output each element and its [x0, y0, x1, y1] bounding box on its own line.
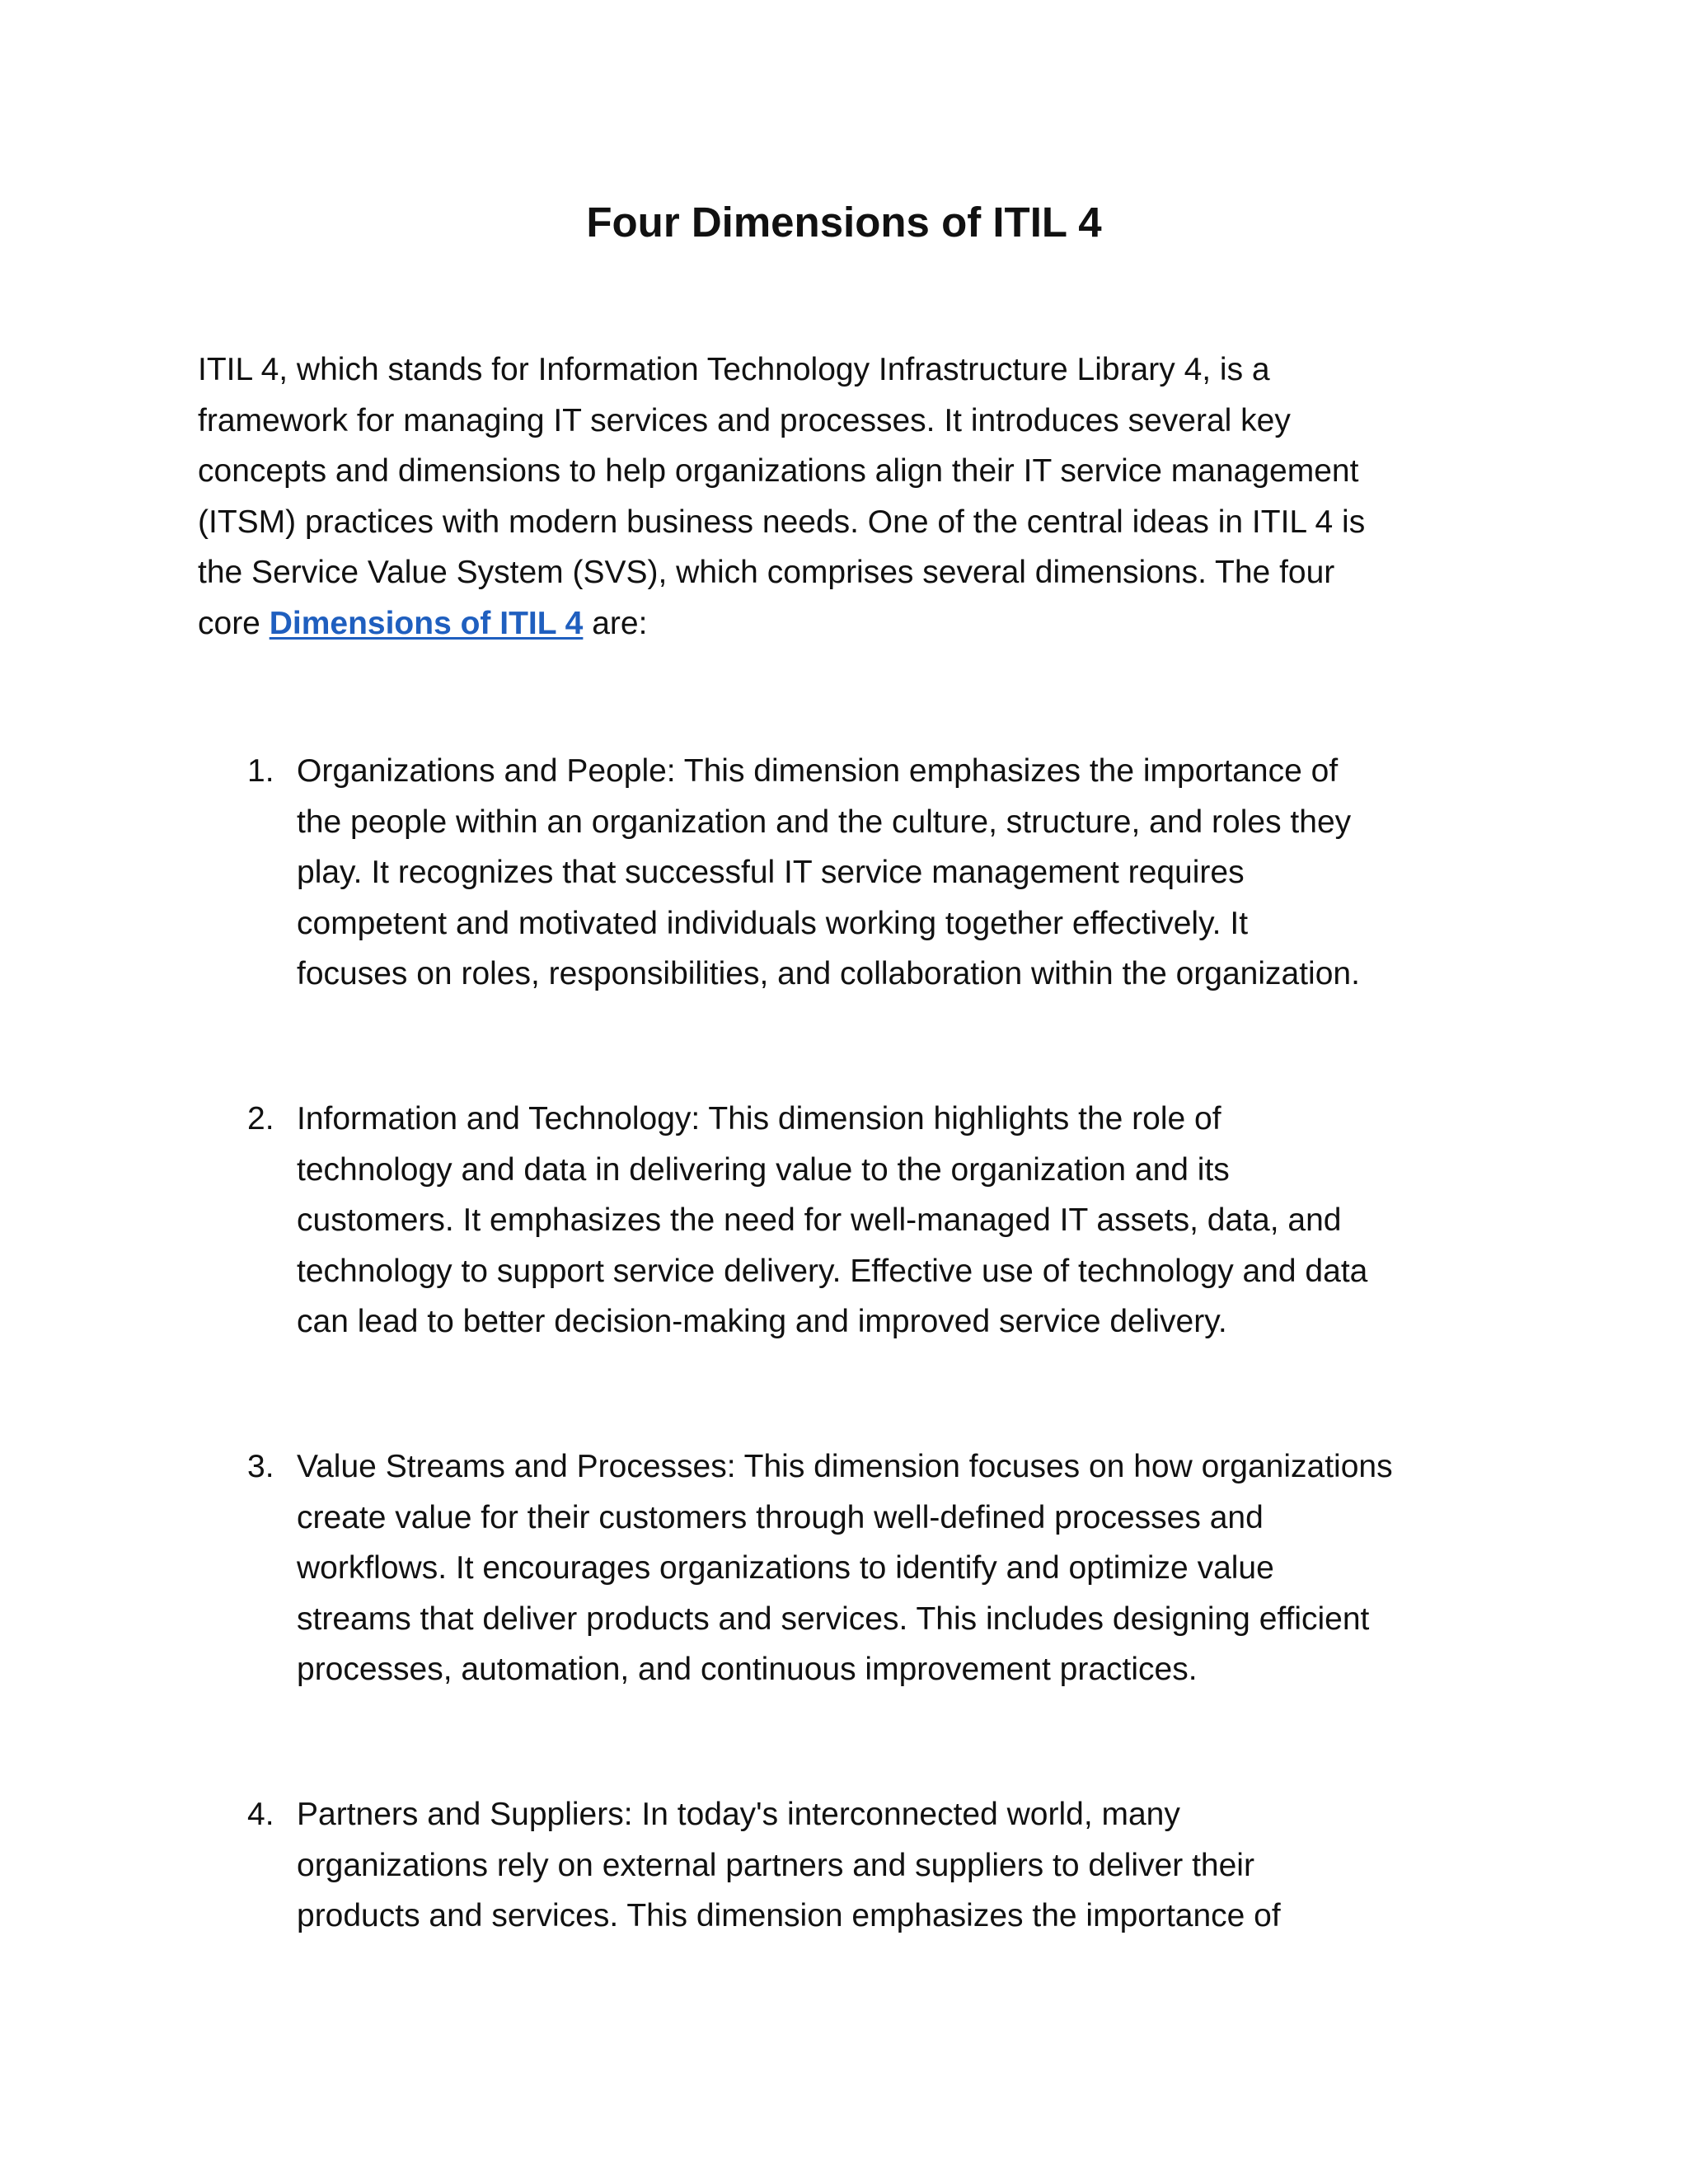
intro-paragraph — [198, 344, 1500, 649]
list-item-line: create value for their customers through well-defined processes and — [297, 1499, 1264, 1535]
intro-line: framework for managing IT services and processes. It introduces several key — [198, 402, 1291, 438]
intro-line: concepts and dimensions to help organizations align their IT service management — [198, 453, 1359, 489]
intro-line-last — [198, 598, 1500, 649]
list-item-line: organizations rely on external partners and suppliers to deliver their — [297, 1847, 1254, 1883]
list-item-line: products and services. This dimension emphasizes the importance of — [297, 1898, 1281, 1933]
intro-line: the Service Value System (SVS), which comprises several dimensions. The four — [198, 555, 1335, 590]
intro-line: (ITSM) practices with modern business needs. One of the central ideas in ITIL 4 is — [198, 504, 1366, 540]
intro-text-before-link: core — [198, 605, 270, 641]
list-item-line: competent and motivated individuals working together effectively. It — [297, 905, 1249, 941]
list-item-number: 2. — [247, 1101, 274, 1137]
list-item-line: technology to support service delivery. Effective use of technology and data — [297, 1253, 1368, 1289]
list-item-line: Value Streams and Processes: This dimension focuses on how organizations — [297, 1449, 1393, 1484]
list-item-text — [297, 1789, 1517, 1942]
intro-line: ITIL 4, which stands for Information Technology Infrastructure Library 4, is a — [198, 352, 1270, 387]
list-item-number: 4. — [247, 1797, 274, 1832]
list-item-line: Organizations and People: This dimension emphasizes the importance of — [297, 753, 1339, 789]
intro-text-after-link: are: — [583, 605, 648, 641]
list-item-text — [297, 1441, 1517, 1695]
list-item-line: play. It recognizes that successful IT service management requires — [297, 855, 1245, 890]
page-title: Four Dimensions of ITIL 4 — [586, 199, 1102, 246]
list-item-line: can lead to better decision-making and improved service delivery. — [297, 1304, 1227, 1339]
list-item-line: streams that deliver products and services. This includes designing efficient — [297, 1601, 1370, 1637]
list-item-line: processes, automation, and continuous improvement practices. — [297, 1652, 1198, 1687]
list-item-line: Information and Technology: This dimension highlights the role of — [297, 1101, 1221, 1137]
list-item-text — [297, 746, 1517, 1000]
list-item-line: focuses on roles, responsibilities, and collaboration within the organization. — [297, 956, 1360, 991]
list-item-line: the people within an organization and the culture, structure, and roles they — [297, 804, 1352, 840]
list-item-line: customers. It emphasizes the need for well-managed IT assets, data, and — [297, 1202, 1342, 1238]
list-item-line: technology and data in delivering value to the organization and its — [297, 1151, 1230, 1188]
list-item-line: Partners and Suppliers: In today's interconnected world, many — [297, 1797, 1180, 1832]
list-item-line: workflows. It encourages organizations to identify and optimize value — [297, 1550, 1274, 1586]
dimensions-of-itil-4-link[interactable]: Dimensions of ITIL 4 — [269, 605, 584, 641]
list-item-number: 3. — [247, 1449, 274, 1484]
list-item-number: 1. — [247, 753, 274, 789]
list-item-text — [297, 1094, 1517, 1347]
